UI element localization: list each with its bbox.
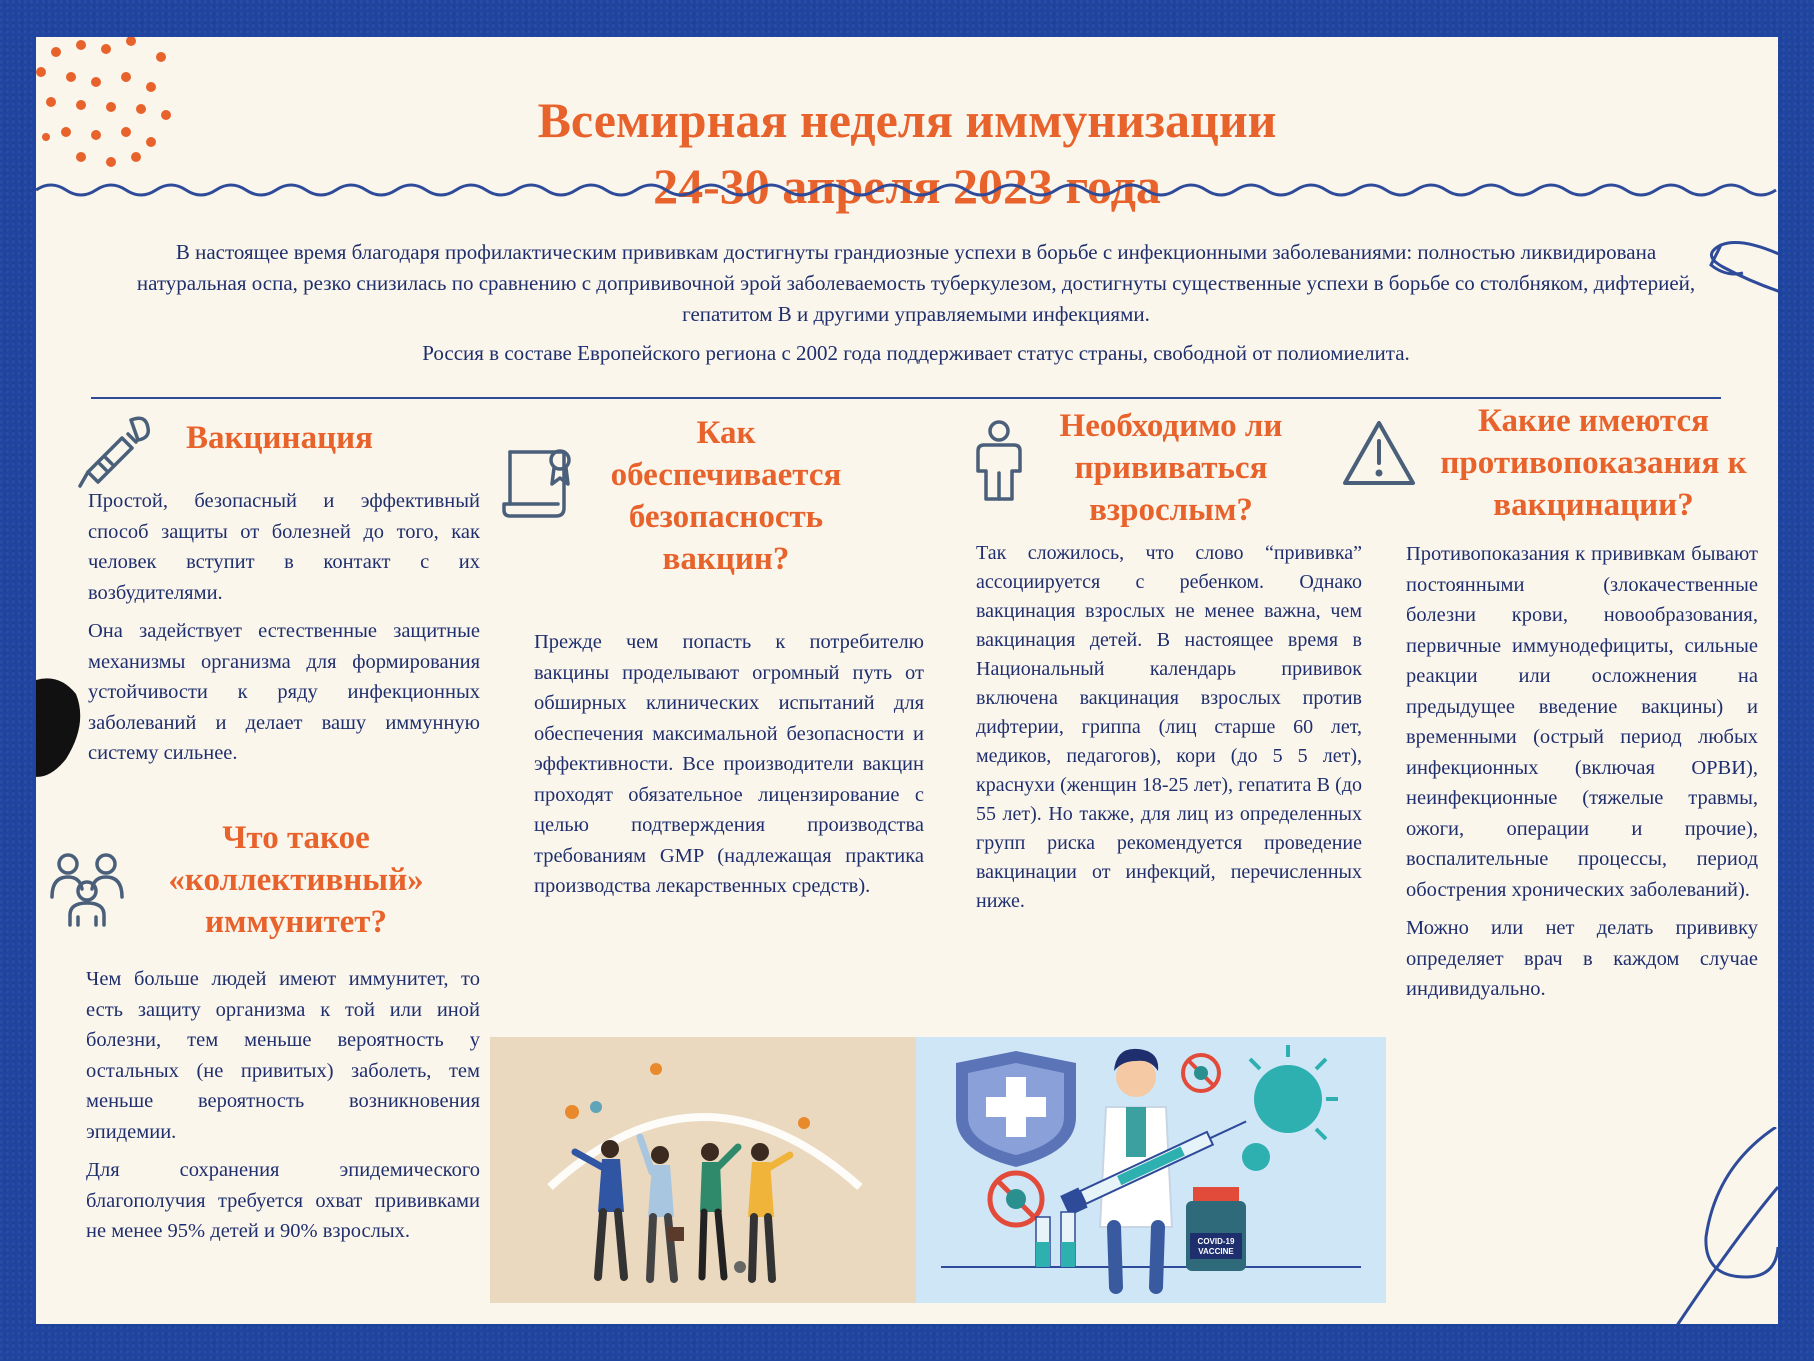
vaccine-safety-title: Как обеспечивается безопасность вакцин?: [610, 415, 842, 577]
poster-sheet: [36, 37, 1778, 1324]
vial-label-line-2: VACCINE: [1198, 1247, 1234, 1256]
contraindications-text: [1406, 539, 1758, 1013]
title-line-1: Всемирная неделя иммунизации: [537, 92, 1277, 148]
title-line-2: 24-30 апреля 2023 года: [653, 158, 1161, 214]
vaccination-title: Вакцинация: [186, 420, 373, 456]
intro-paragraph-2: Россия в составе Европейского региона с 2002 года поддерживает статус страны, свободной от полиомиелита.: [422, 341, 1410, 365]
vaccination-paragraph-2: Она задействует естественные защитные механизмы организма для формирования устойчивости к ряду инфекционных заболеваний и делает вашу иммунную систему сильнее.: [88, 620, 480, 764]
dropper-icon: [76, 412, 156, 492]
collective-paragraph-2: Для сохранения эпидемического благополучия требуется охват прививками не менее 95% детей и 90% взрослых.: [86, 1159, 480, 1242]
collective-paragraph-1: Чем больше людей имеют иммунитет, то есть защиту организма к той или иной болезни, тем меньше вероятность у остальных (не привитых) заболеть, тем меньше вероятность возникновения эпидемии.: [86, 968, 480, 1143]
section-divider: [91, 397, 1721, 399]
contraindications-title: Какие имеются противопоказания к вакцинации?: [1440, 403, 1747, 523]
adult-vaccination-text: [976, 539, 1362, 924]
vial-label-line-1: COVID-19: [1197, 1237, 1235, 1246]
adult-vaccination-title: Необходимо ли прививаться взрослым?: [1059, 408, 1283, 528]
group-of-people-icon: [48, 849, 128, 929]
decorative-lines-bottom: [1616, 1127, 1778, 1324]
collective-immunity-text: [86, 964, 480, 1255]
vaccine-safety-text: [534, 627, 924, 910]
decorative-blob: [36, 674, 86, 784]
vaccination-paragraph-1: Простой, безопасный и эффективный способ защиты от болезней до того, как человек вступит в контакт с их возбудителями.: [88, 490, 480, 604]
collective-immunity-title: Что такое «коллективный» иммунитет?: [168, 820, 424, 940]
contraindications-paragraph-1: Противопоказания к прививкам бывают постоянными (злокачественные болезни крови, новообразования, первичные иммунодефициты, сильные реакции или осложнения на предыдущее введение вакцины) и временными (острый период любых инфекционных (включая ОРВИ), неинфекционные (тяжелые травмы, ожоги, операции и прочие), воспалительные процессы, период обострения хронических заболеваний).: [1406, 543, 1758, 901]
warning-icon: [1341, 419, 1417, 489]
certificate-icon: [502, 442, 582, 522]
intro-block: [136, 237, 1696, 369]
contraindications-paragraph-2: Можно или нет делать прививку определяет врач в каждом случае индивидуально.: [1406, 917, 1758, 1000]
adults-paragraph-1: Так сложилось, что слово “прививка” ассоциируется с ребенком. Однако вакцинация взрослых не менее важна, чем вакцинация детей. В настоящее время в Национальный календарь прививок включена вакцинация взрослых против дифтерии, гриппа (лиц старше 60 лет, медиков, педагогов), кори (до 5 5 лет), краснухи (женщин 18-25 лет), гепатита В (до 55 лет). Но также, для лиц из определенных групп риска рекомендуется проведение вакцинации от инфекций, перечисленных ниже.: [976, 542, 1362, 912]
person-icon: [974, 419, 1024, 503]
intro-paragraph-1: В настоящее время благодаря профилактическим прививкам достигнуты грандиозные успехи в борьбе с инфекционными заболеваниями: полностью ликвидирована натуральная оспа, резко снизилась по сравнению с допрививочной эрой заболеваемость туберкулезом, достигнуты существенные успехи в борьбе со столбняком, дифтерией, гепатитом В и другими управляемыми инфекциями.: [136, 240, 1696, 326]
wave-divider: [36, 175, 1778, 205]
safety-paragraph-1: Прежде чем попасть к потребителю вакцины проделывают огромный путь от обширных клинических испытаний для обеспечения максимальной безопасности и эффективности. Все производители вакцин проходят обязательное лицензирование с целью подтверждения производства требованиям GMP (надлежащая практика производства лекарственных средств).: [534, 631, 924, 897]
doctor-vaccine-illustration: [916, 1037, 1386, 1303]
vaccination-text: [88, 486, 480, 777]
collective-immunity-illustration: [490, 1037, 916, 1303]
